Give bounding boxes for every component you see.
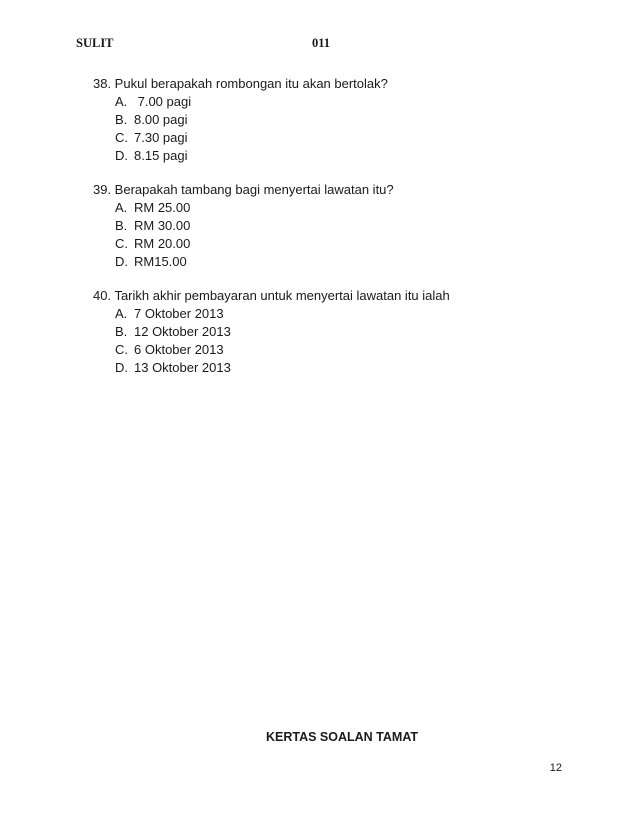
- option-d: [93, 359, 450, 377]
- option-letter: C.: [115, 342, 128, 357]
- option-letter: D.: [115, 360, 128, 375]
- option-a: [93, 93, 388, 111]
- option-a: [93, 305, 450, 323]
- option-c: [93, 341, 450, 359]
- option-text: 12 Oktober 2013: [134, 324, 231, 339]
- option-letter: C.: [115, 130, 128, 145]
- option-letter: B.: [115, 112, 128, 127]
- answer-options: [93, 93, 388, 165]
- option-text: RM 25.00: [134, 200, 191, 215]
- option-c: [93, 235, 394, 253]
- option-text: 7.30 pagi: [134, 130, 188, 145]
- classification-label: SULIT: [76, 36, 114, 50]
- question-text: 38. Pukul berapakah rombongan itu akan bertolak?: [93, 76, 388, 91]
- option-text: 7.00 pagi: [134, 94, 192, 109]
- option-letter: D.: [115, 254, 128, 269]
- end-of-paper-label: KERTAS SOALAN TAMAT: [266, 730, 419, 744]
- question-39: [93, 181, 394, 271]
- question-text: 39. Berapakah tambang bagi menyertai lawatan itu?: [93, 182, 394, 197]
- question-text: 40. Tarikh akhir pembayaran untuk menyertai lawatan itu ialah: [93, 288, 450, 303]
- option-letter: A.: [115, 94, 128, 109]
- option-text: RM 20.00: [134, 236, 191, 251]
- option-c: [93, 129, 388, 147]
- option-letter: A.: [115, 306, 128, 321]
- question-38: [93, 75, 388, 165]
- page-header: [76, 36, 562, 56]
- option-text: 7 Oktober 2013: [134, 306, 224, 321]
- option-letter: B.: [115, 218, 128, 233]
- option-letter: D.: [115, 148, 128, 163]
- option-text: 13 Oktober 2013: [134, 360, 231, 375]
- option-text: RM 30.00: [134, 218, 191, 233]
- option-letter: C.: [115, 236, 128, 251]
- option-d: [93, 253, 394, 271]
- answer-options: [93, 199, 394, 271]
- option-text: RM15.00: [134, 254, 187, 269]
- answer-options: [93, 305, 450, 377]
- option-text: 8.15 pagi: [134, 148, 188, 163]
- option-text: 8.00 pagi: [134, 112, 188, 127]
- option-letter: B.: [115, 324, 128, 339]
- option-a: [93, 199, 394, 217]
- question-40: [93, 287, 450, 377]
- option-b: [93, 323, 450, 341]
- option-text: 6 Oktober 2013: [134, 342, 224, 357]
- option-d: [93, 147, 388, 165]
- option-b: [93, 217, 394, 235]
- paper-code: 011: [312, 36, 331, 50]
- option-letter: A.: [115, 200, 128, 215]
- option-b: [93, 111, 388, 129]
- page-number: 12: [549, 762, 562, 774]
